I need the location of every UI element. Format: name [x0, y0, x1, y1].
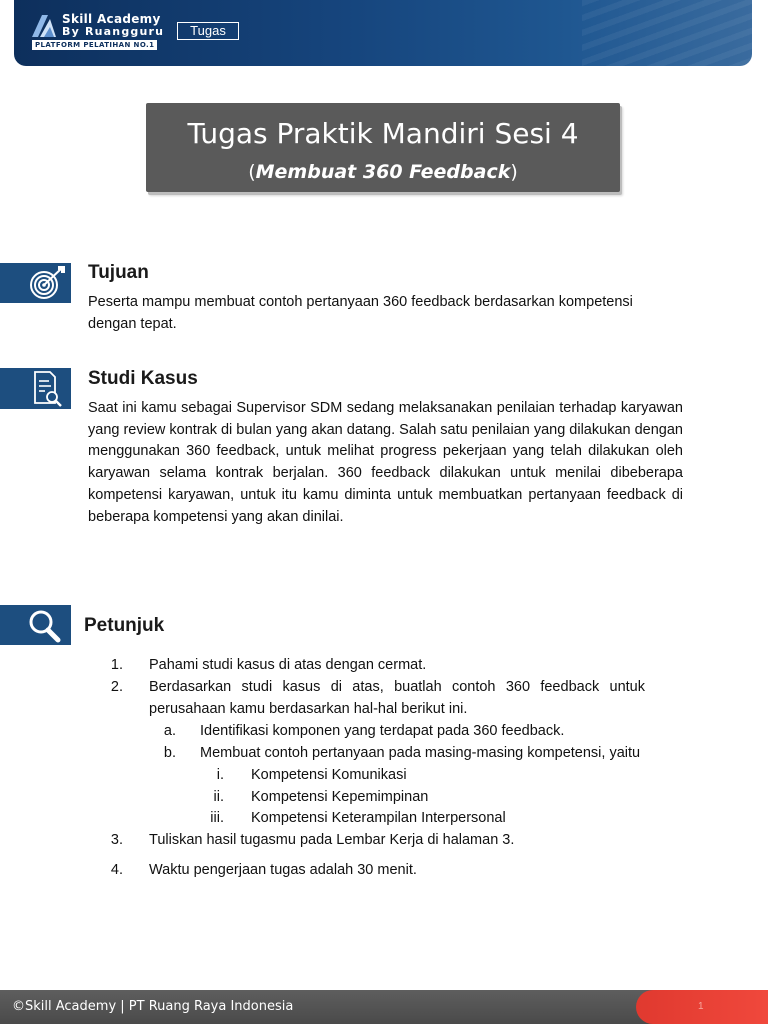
tugas-badge: Tugas	[177, 22, 239, 40]
subtitle-italic: Membuat 360 Feedback	[255, 161, 511, 183]
instruction-number: 2.	[110, 679, 123, 695]
instruction-number: iii.	[210, 810, 224, 826]
instruction-number: 3.	[110, 832, 123, 848]
studi-kasus-icon-box	[0, 368, 71, 409]
tujuan-body: Peserta mampu membuat contoh pertanyaan 360 feedback berdasarkan kompetensi dengan tepat.	[88, 294, 633, 332]
magnifier-icon	[0, 605, 71, 645]
document-search-icon	[0, 368, 71, 409]
brand-name: Skill Academy	[62, 12, 161, 26]
instruction-text: Kompetensi Komunikasi	[251, 767, 407, 783]
petunjuk-icon-box	[0, 605, 71, 645]
header-banner	[14, 0, 752, 66]
studi-kasus-body: Saat ini kamu sebagai Supervisor SDM sedang melaksanakan penilaian terhadap karyawan yang review kontrak di bulan yang akan datang. Salah satu penilaian yang dilakukan dengan menggunakan 360 feedback, untuk melihat progress pekerjaan yang telah dilakukan oleh karyawan selama kontrak berjalan. 360 feedback dilakukan untuk menilai dibeberapa kompetensi karyawan, untuk itu kamu diminta untuk membuatkan pertanyaan feedback di beberapa kompetensi yang akan dinilai.	[88, 400, 683, 525]
page-number: 1	[698, 1001, 704, 1012]
instruction-text: Tuliskan hasil tugasmu pada Lembar Kerja di halaman 3.	[149, 832, 515, 848]
instruction-text: Kompetensi Kepemimpinan	[251, 789, 429, 805]
skill-academy-logo-icon	[30, 13, 58, 39]
footer-copyright: ©Skill Academy | PT Ruang Raya Indonesia	[12, 999, 294, 1014]
subtitle-close-paren: )	[510, 161, 518, 183]
page-subtitle	[146, 161, 620, 183]
subtitle-open-paren: (	[248, 161, 256, 183]
instruction-number: 1.	[110, 657, 123, 673]
instruction-text: Identifikasi komponen yang terdapat pada 360 feedback.	[200, 723, 565, 739]
instruction-number: 4.	[110, 862, 123, 878]
studi-kasus-heading: Studi Kasus	[88, 368, 198, 389]
instruction-text: Berdasarkan studi kasus di atas, buatlah contoh 360 feedback untuk	[149, 679, 645, 695]
title-box	[146, 103, 620, 192]
instruction-number: i.	[216, 767, 224, 783]
tujuan-heading: Tujuan	[88, 262, 149, 283]
brand-by: By Ruangguru	[62, 25, 165, 38]
instruction-text: Membuat contoh pertanyaan pada masing-masing kompetensi, yaitu	[200, 745, 641, 761]
instruction-number: ii.	[213, 789, 224, 805]
banner-pen-illustration	[582, 0, 752, 66]
tujuan-icon-box	[0, 263, 71, 303]
instruction-number: a.	[163, 723, 176, 739]
page-title: Tugas Praktik Mandiri Sesi 4	[187, 117, 579, 150]
instruction-text-continued: perusahaan kamu berdasarkan hal-hal berikut ini.	[149, 701, 468, 717]
brand-tagline: PLATFORM PELATIHAN NO.1	[32, 40, 157, 50]
instruction-text: Kompetensi Keterampilan Interpersonal	[251, 810, 506, 826]
instruction-number: b.	[163, 745, 176, 761]
instruction-text: Pahami studi kasus di atas dengan cermat.	[149, 657, 427, 673]
petunjuk-heading: Petunjuk	[84, 615, 165, 636]
target-icon	[0, 263, 71, 303]
instruction-text: Waktu pengerjaan tugas adalah 30 menit.	[149, 862, 417, 878]
